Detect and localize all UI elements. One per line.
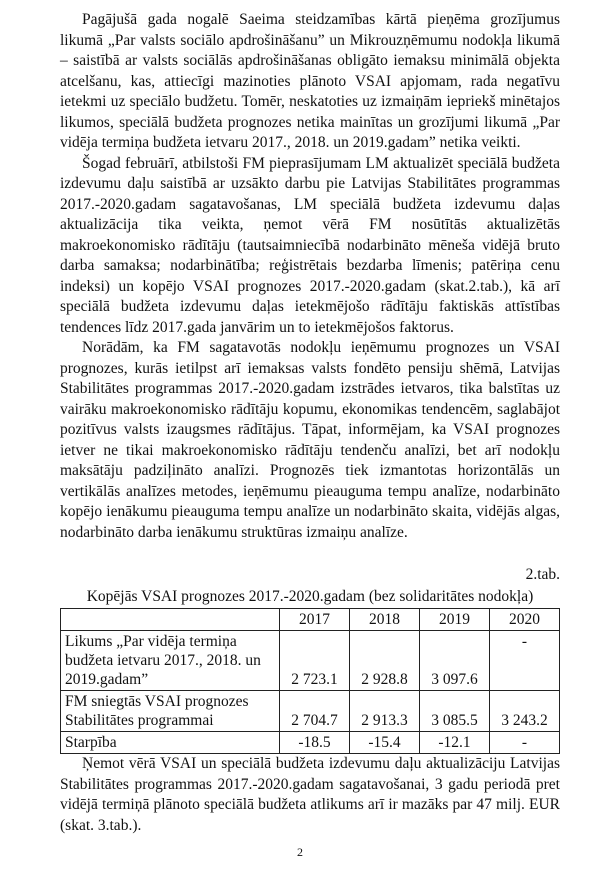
table-cell: -12.1	[420, 732, 490, 754]
table-row	[61, 691, 560, 732]
table-cell: 3 243.2	[490, 691, 560, 732]
table-cell: 2 723.1	[280, 631, 350, 691]
table-header-year: 2017	[280, 609, 350, 631]
table-row	[61, 732, 560, 754]
table-header-row	[61, 609, 560, 631]
vsai-forecast-table	[60, 608, 560, 754]
table-header-empty	[61, 609, 280, 631]
table-header-year: 2020	[490, 609, 560, 631]
page-number: 2	[297, 845, 303, 859]
table-cell: 3 097.6	[420, 631, 490, 691]
paragraph-1: Pagājušā gada nogalē Saeima steidzamības kārtā pieņēma grozījumus likumā „Par valsts sociālo apdrošināšanu” un Mikrouzņēmumu nodokļa likumā – saistībā ar valsts sociālās apdrošināšanas obligāto iemaksu minimālā objekta atcelšanu, kas, attiecīgi mazinoties plānoto VSAI apjomam, rada negatīvu ietekmi uz speciālo budžetu. Tomēr, neskatoties uz izmaiņām iepriekš minētajos likumos, speciālā budžeta prognozes netika mainītas un grozījumi likumā „Par vidēja termiņa budžeta ietvaru 2017., 2018. un 2019.gadam” netika veikti.	[60, 11, 560, 151]
table-header-year: 2019	[420, 609, 490, 631]
table-cell: -	[490, 631, 560, 691]
closing-paragraph: Ņemot vērā VSAI un speciālā budžeta izdevumu daļu aktualizāciju Latvijas Stabilitātes programmas 2017.-2020.gadam sagatavošanai, 3 gadu periodā pret vidējā termiņā plānoto speciālā budžeta atlikums arī ir mazāks par 47 milj. EUR (skat. 3.tab.).	[60, 755, 560, 834]
paragraph-3: Norādām, ka FM sagatavotās nodokļu ieņēmumu prognozes un VSAI prognozes, kurās ietilpst arī iemaksas valsts fondēto pensiju shēmā, Latvijas Stabilitātes programmas 2017.-2020.gadam izstrādes ietvaros, tika balstītas uz vairāku makroekonomisko rādītāju kopumu, ekonomikas tendencēm, saglabājot pozitīvus valsts izaugsmes rādītājus. Tāpat, informējam, ka VSAI prognozes ietver ne tikai makroekonomisko rādītāju tendenču analīzi, bet arī nodokļu maksātāju padziļināto analīzi. Prognozēs tiek izmantotas horizontālās un vertikālās analīzes metodes, ieņēmumu pieauguma tempu analīze, nodarbināto kopējo ienākumu pieauguma tempu analīze un nodarbināto skaita, vidējās algas, nodarbināto darba ienākumu struktūras izmaiņu analīze.	[60, 339, 560, 541]
table-label: 2.tab.	[525, 566, 560, 583]
table-cell: 2 913.3	[350, 691, 420, 732]
table-cell: -	[490, 732, 560, 754]
table-cell: 2 704.7	[280, 691, 350, 732]
table-cell: 3 085.5	[420, 691, 490, 732]
row-label: FM sniegtās VSAI prognozes Stabilitātes programmai	[61, 691, 280, 732]
paragraph-2: Šogad februārī, atbilstoši FM pieprasījumam LM aktualizēt speciālā budžeta izdevumu daļu saistībā ar uzsākto darbu pie Latvijas Stabilitātes programmas 2017.-2020.gadam sagatavošanas, LM speciālā budžeta izdevumu daļas aktualizācija tika veikta, ņemot vērā FM nosūtītās aktualizētās makroekonomisko rādītāju (tautsaimniecībā nodarbināto mēneša vidējā bruto darba samaksa; nodarbinātība; reģistrētais bezdarba līmenis; patēriņa cenu indeksi) un kopējo VSAI prognozes 2017.-2020.gadam (skat.2.tab.), kā arī speciālā budžeta izdevumu daļas ietekmējošo rādītāju faktiskās attīstības tendences līdz 2017.gada janvārim un to ietekmējošos faktorus.	[60, 154, 560, 336]
table-cell: 2 928.8	[350, 631, 420, 691]
table-header-year: 2018	[350, 609, 420, 631]
table-cell: -15.4	[350, 732, 420, 754]
table-row	[61, 631, 560, 691]
table-caption: Kopējās VSAI prognozes 2017.-2020.gadam (bez solidaritātes nodokļa)	[86, 588, 534, 605]
table-cell: -18.5	[280, 732, 350, 754]
row-label: Likums „Par vidēja termiņa budžeta ietvaru 2017., 2018. un 2019.gadam”	[61, 631, 280, 691]
document-page	[60, 10, 560, 836]
row-label: Starpība	[61, 732, 280, 754]
